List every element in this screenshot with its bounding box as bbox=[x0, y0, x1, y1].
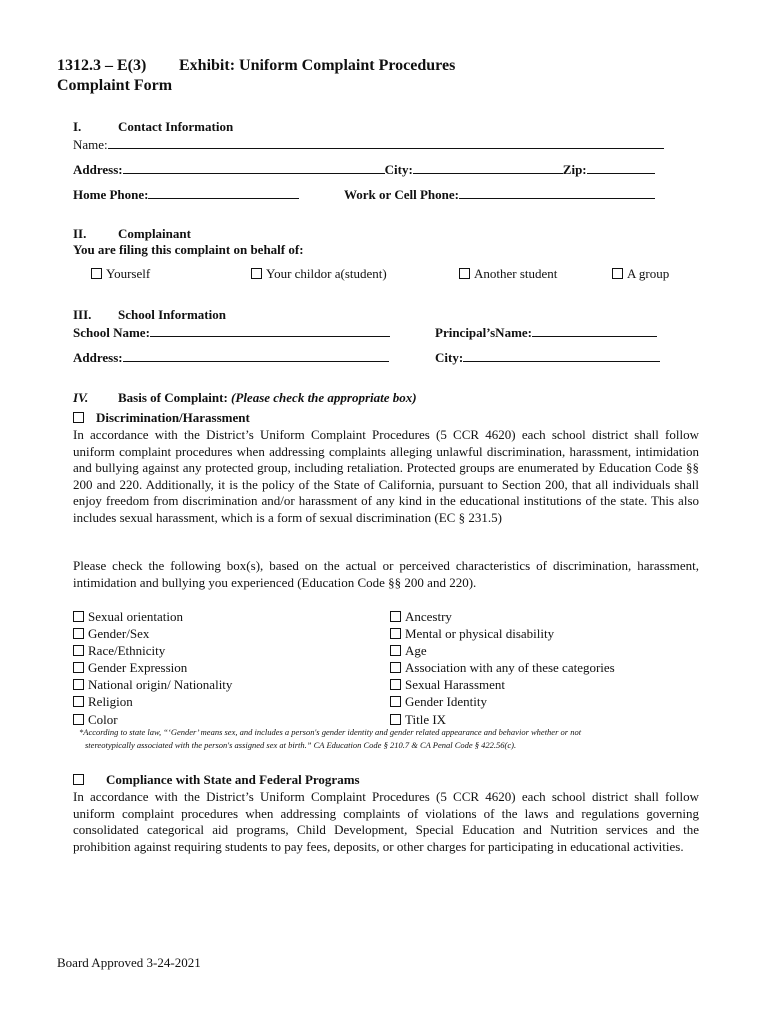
section-school-number: III. bbox=[73, 307, 92, 322]
check-instruction: Please check the following box(s), based on the actual or perceived characteristics of discrimination, harassment, intimidation and bullying you experienced (Education Code §§ 200 and 220). bbox=[73, 558, 699, 590]
school-city-label: City: bbox=[435, 350, 464, 365]
school-name-row bbox=[73, 324, 390, 341]
checkbox-another-student[interactable] bbox=[459, 268, 470, 279]
board-approved-footer: Board Approved 3-24-2021 bbox=[57, 955, 201, 970]
option-your-child[interactable] bbox=[251, 266, 387, 282]
name-field-row bbox=[73, 136, 664, 153]
category-label: Color bbox=[88, 711, 118, 727]
school-name-field[interactable] bbox=[150, 324, 390, 337]
category-item[interactable] bbox=[73, 693, 232, 710]
discrimination-heading-row bbox=[73, 410, 250, 426]
address-field[interactable] bbox=[123, 161, 385, 174]
school-name-label: School Name: bbox=[73, 325, 150, 340]
category-label: Gender Identity bbox=[405, 694, 487, 710]
discrimination-paragraph: In accordance with the District’s Uniform Complaint Procedures (5 CCR 4620) each school district shall follow uniform complaint procedures when addressing complaints alleging unlawful discrimination, harassment, intimidation and bullying against any protected group, including retaliation. Protected groups are enumerated by Education Code §§ 200 and 220. Additionally, it is the policy of the State of California, pursuant to Section 200, that all individuals shall enjoy freedom from discrimination and/or harassment of any kind in the educational institutions of the state. This also includes sexual harassment, which is a form of sexual discrimination (EC § 231.5) bbox=[73, 427, 699, 525]
category-checkbox[interactable] bbox=[390, 628, 401, 639]
name-label: Name: bbox=[73, 137, 108, 152]
category-label: Sexual Harassment bbox=[405, 677, 506, 693]
compliance-heading: Compliance with State and Federal Programs bbox=[106, 772, 360, 787]
category-label: Sexual orientation bbox=[88, 609, 183, 624]
category-label: Association with any of these categories bbox=[405, 660, 615, 676]
option-your-child-label: Your childor a(student) bbox=[266, 266, 387, 281]
home-phone-label: Home Phone: bbox=[73, 187, 149, 202]
checkbox-discrimination[interactable] bbox=[73, 412, 84, 423]
category-item[interactable] bbox=[390, 625, 615, 642]
name-field[interactable] bbox=[108, 136, 664, 149]
home-phone-row bbox=[73, 186, 299, 203]
school-address-field[interactable] bbox=[123, 349, 389, 362]
categories-right-column bbox=[390, 608, 615, 728]
form-title: Complaint Form bbox=[57, 77, 173, 94]
category-label: Religion bbox=[88, 694, 133, 710]
address-field-row bbox=[73, 161, 655, 178]
category-item[interactable] bbox=[390, 693, 615, 710]
section-basis-number: IV. bbox=[73, 390, 89, 405]
school-address-label: Address: bbox=[73, 350, 123, 365]
category-label: National origin/ Nationality bbox=[88, 677, 233, 693]
category-checkbox[interactable] bbox=[73, 611, 84, 622]
compliance-heading-row bbox=[73, 772, 360, 788]
school-city-row bbox=[435, 349, 660, 366]
principal-name-label: Principal’sName: bbox=[435, 325, 532, 340]
category-item[interactable] bbox=[390, 608, 615, 625]
option-yourself[interactable] bbox=[91, 266, 150, 282]
category-checkbox[interactable] bbox=[390, 696, 401, 707]
category-checkbox[interactable] bbox=[73, 628, 84, 639]
section-school-heading: School Information bbox=[118, 307, 226, 322]
section-basis-heading-note: (Please check the appropriate box) bbox=[231, 390, 417, 405]
checkbox-compliance[interactable] bbox=[73, 774, 84, 785]
checkbox-your-child[interactable] bbox=[251, 268, 262, 279]
option-a-group[interactable] bbox=[612, 266, 669, 282]
category-checkbox[interactable] bbox=[390, 662, 401, 673]
category-item[interactable] bbox=[73, 608, 232, 625]
category-checkbox[interactable] bbox=[73, 662, 84, 673]
section-basis-heading-row bbox=[118, 390, 417, 406]
city-field[interactable] bbox=[413, 161, 563, 174]
section-complainant-heading: Complainant bbox=[118, 226, 191, 241]
category-label: Title IX bbox=[405, 711, 447, 727]
section-basis-heading: Basis of Complaint: bbox=[118, 390, 228, 405]
work-phone-row bbox=[344, 186, 655, 203]
category-item[interactable] bbox=[73, 659, 232, 676]
category-item[interactable] bbox=[73, 642, 232, 659]
work-phone-label: Work or Cell Phone: bbox=[344, 187, 459, 202]
principal-name-field[interactable] bbox=[532, 324, 657, 337]
category-label: Race/Ethnicity bbox=[88, 643, 166, 659]
section-contact-heading: Contact Information bbox=[118, 119, 234, 134]
exhibit-title: Exhibit: Uniform Complaint Procedures bbox=[179, 57, 456, 74]
section-contact-number: I. bbox=[73, 119, 82, 134]
option-another-student[interactable] bbox=[459, 266, 557, 282]
section-complainant-number: II. bbox=[73, 226, 87, 241]
category-label: Ancestry bbox=[405, 609, 452, 624]
category-label: Age bbox=[405, 643, 427, 659]
zip-label: Zip: bbox=[562, 162, 587, 177]
checkbox-a-group[interactable] bbox=[612, 268, 623, 279]
category-checkbox[interactable] bbox=[390, 679, 401, 690]
categories-left-column bbox=[73, 608, 232, 728]
category-item[interactable] bbox=[73, 676, 232, 693]
option-a-group-label: A group bbox=[627, 266, 670, 281]
category-label: Gender/Sex bbox=[88, 626, 150, 642]
compliance-paragraph: In accordance with the District’s Uniform Complaint Procedures (5 CCR 4620) each school district shall follow uniform complaint procedures when addressing complaints of violations of the laws and regulations governing consolidated categorical aid programs, Child Development, Special Education and Nutrition services and the prohibition against requiring students to pay fees, deposits, or other charges for participating in educational activities. bbox=[73, 789, 699, 854]
category-item[interactable] bbox=[73, 625, 232, 642]
city-label: City: bbox=[384, 162, 413, 177]
option-another-student-label: Another student bbox=[474, 266, 558, 281]
category-label: Mental or physical disability bbox=[405, 626, 555, 642]
address-label: Address: bbox=[73, 162, 123, 177]
school-city-field[interactable] bbox=[463, 349, 660, 362]
category-checkbox[interactable] bbox=[390, 714, 401, 725]
category-checkbox[interactable] bbox=[390, 645, 401, 656]
principal-name-row bbox=[435, 324, 657, 341]
checkbox-yourself[interactable] bbox=[91, 268, 102, 279]
complainant-prompt: You are filing this complaint on behalf of: bbox=[73, 242, 304, 257]
work-phone-field[interactable] bbox=[459, 186, 655, 199]
category-checkbox[interactable] bbox=[73, 714, 84, 725]
document-code: 1312.3 – E(3) bbox=[57, 57, 147, 74]
category-checkbox[interactable] bbox=[390, 611, 401, 622]
category-item[interactable] bbox=[390, 676, 615, 693]
category-checkbox[interactable] bbox=[73, 645, 84, 656]
discrimination-heading: Discrimination/Harassment bbox=[96, 410, 250, 425]
category-checkbox[interactable] bbox=[73, 679, 84, 690]
gender-footnote-line2: stereotypically associated with the person's assigned sex at birth.” CA Education Code § 210.7 & CA Penal Code § 422.56(c). bbox=[85, 740, 517, 750]
category-checkbox[interactable] bbox=[73, 696, 84, 707]
category-label: Gender Expression bbox=[88, 660, 188, 676]
school-address-row bbox=[73, 349, 389, 366]
gender-footnote-line1: *According to state law, “‘Gender’ means sex, and includes a person's gender identity and gender related appearance and behavior whether or not bbox=[79, 727, 582, 737]
home-phone-field[interactable] bbox=[148, 186, 299, 199]
category-item[interactable] bbox=[390, 642, 615, 659]
zip-field[interactable] bbox=[587, 161, 655, 174]
option-yourself-label: Yourself bbox=[106, 266, 151, 281]
category-item[interactable] bbox=[390, 659, 615, 676]
